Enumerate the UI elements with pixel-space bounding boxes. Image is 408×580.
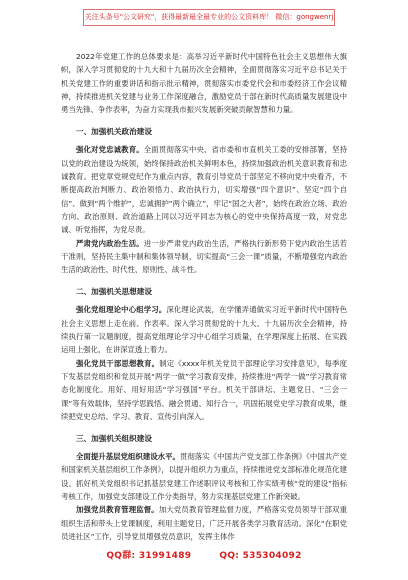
paragraph <box>61 357 347 423</box>
paragraph-lead: 强化对党忠诚教育。 <box>76 145 144 155</box>
promo-banner: 关注头条号"公文研究"，获得最新最全最专业的公文资料库！ 微信：gongwenrj <box>83 9 335 26</box>
paragraph-body: 深化理论武装，在学懂弄通做实习近平新时代中国特色社会主义思想上走在前、作表率。深入学习贯彻党的十九大、十九届历次全会精神，持续执行第一议题制度，提高党组理论学习中心组学习质量，在学理深度上拓展、在实践运用上强化，在讲深宣透上着力。 <box>61 305 347 355</box>
paragraph-body: 制定《xxxx年机关党员干部理论学习安排意见》，每季度下发基层党组织和党员开展“两学一做”学习教育安排，持续推进“两学一做”学习教育常态化制度化。用好、用好用活“学习强国”平台。机关干部讲坛、主题党日、“三会一课”等有效载体，坚持学思践悟、融会贯通、知行合一，巩固拓展党史学习教育成果，继续把党史总结、学习、教育、宣传引向深入。 <box>61 358 347 421</box>
paragraph <box>61 143 347 236</box>
paragraph-body: 全面贯彻落实中央、省市委和市直机关工委的安排部署，坚持以党的政治建设为统领，始终保持政治机关鲜明本色，持续加强政治机关意识教育和忠诚教育。把党章党规党纪作为重点内容，教育引导党员干部坚定不移向党中央看齐，不断提高政治判断力、政治领悟力、政治执行力，切实增强“四个意识”、坚定“四个自信”、做到“两个维护”，忠诚拥护“两个确立”，牢记“国之大者”，始终在政治立场、政治方向、政治原则、政治道路上同以习近平同志为核心的党中央保持高度一致，对党忠诚、听党指挥，为党尽责。 <box>61 145 347 235</box>
paragraph-body: 贯彻落实《中国共产党支部工作条例》《中国共产党和国家机关基层组织工作条例》，以提升组织力为重点，持续推进党支部标准化规范化建设。抓好机关党组织书记抓基层党建工作述职评议考核和工作实绩考核“党的建设”指标考核工作，加强党支部建设工作分类指导，努力实现基层党建工作新突破。 <box>61 452 347 502</box>
paragraph-lead: 全面提升基层党组织建设水平。 <box>76 452 180 462</box>
paragraph-lead: 强化党员干部思想教育。 <box>76 358 160 368</box>
paragraph-body: 加大党员教育管理监督力度，严格落实党员领导干部双重组织生活和带头上党课制度，利用主题党日，广泛开展各类学习教育活动。深化“在职党员进社区”工作，引导党员增强党员意识，发挥主体作 <box>61 505 347 541</box>
paragraph <box>61 503 347 543</box>
qq-number: QQ: 535304092 <box>219 551 302 561</box>
section-heading: 二、加强机关思想建设 <box>76 287 152 297</box>
paragraph-lead: 严肃党内政治生活。 <box>76 238 144 248</box>
section-heading: 一、加强机关政治建设 <box>76 127 152 137</box>
intro-paragraph: 2022年党建工作的总体要求是：高举习近平新时代中国特色社会主义思想伟大旗帜，深入学习贯彻党的十九大和十九届历次全会精神，全面贯彻落实习近平总书记关于机关党建工作的重要讲话和指示批示精神，贯彻落实市委党代会和市委经济工作会议精神，持续推进机关党建与业务工作深度融合，激励党员干部在新时代高质量发展建设中勇当先锋、争作表率，为奋力实现我市振兴发展新突破贡献智慧和力量。 <box>61 52 347 115</box>
qq-group-number: QQ群: 31991489 <box>106 551 192 561</box>
paragraph-lead: 强化党组理论中心组学习。 <box>76 305 167 315</box>
document-body <box>61 50 347 543</box>
paragraph <box>61 450 347 503</box>
paragraph-body: 进一步严肃党内政治生活，严格执行新形势下党内政治生活若干准则，坚持民主集中制和集体领导制，切实提高“三会一课”质量，不断增强党内政治生活的政治性、时代性、原则性、战斗性。 <box>61 238 347 275</box>
paragraph <box>61 237 347 277</box>
section-heading: 三、加强机关组织建设 <box>76 434 152 444</box>
contact-footer <box>0 548 408 561</box>
paragraph-lead: 加强党员教育管理监督。 <box>76 505 159 515</box>
paragraph <box>61 303 347 356</box>
